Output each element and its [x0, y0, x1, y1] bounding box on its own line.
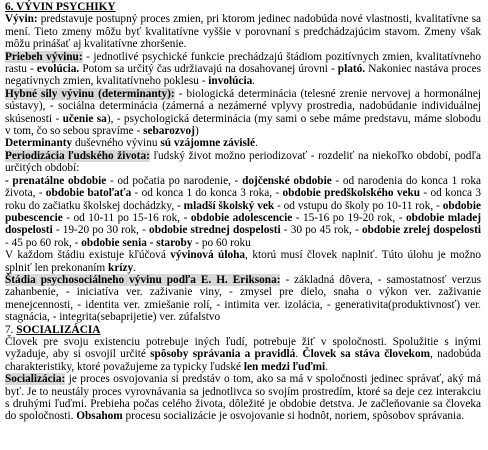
period-range: - od vstupu do školy po 10-11 rok, -	[274, 199, 443, 212]
term-label: Hybné sily vývinu (determinanty):	[5, 87, 175, 100]
bold-term: sú vzájomne závislé	[160, 137, 256, 150]
paragraph-periodizacia	[5, 150, 481, 175]
period-range: - od počatia po narodenie, -	[106, 174, 243, 187]
period-range: - 15-16 po 19-20 rok, -	[292, 211, 406, 224]
heading-text: 6. VÝVIN PSYCHIKY	[5, 1, 116, 13]
paragraph-socializacia	[5, 373, 481, 423]
paragraph-erikson	[5, 274, 481, 324]
paragraph-text: )	[194, 125, 199, 138]
period-name: obdobie batoľaťa	[45, 187, 132, 200]
period-name: obdobie predškolského veku	[282, 187, 421, 200]
period-range: - 30 po 45 rok, -	[280, 224, 362, 237]
bold-term: len medzi ľuďmi	[243, 360, 326, 373]
period-range: - od 10-11 po 15-16 rok, -	[62, 211, 191, 224]
paragraph-text: predstavuje postupný proces zmien, pri ktorom jedinec nadobúda nové vlastnosti, kvalitatívne sa mení. Tieto zmeny môžu byť kvalitatívne vyššie v porovnaní s predchádzajúcim stavom. Zmeny však môžu prinášať aj kvalitatívne zhoršenie.	[5, 13, 481, 51]
paragraph-hybne-sily	[5, 88, 481, 138]
paragraph-text: .	[255, 137, 258, 150]
paragraph-text: ľudský život možno periodizovať - rozdeliť na niekoľko období, podľa určitých období:	[5, 149, 481, 175]
paragraph-text: Potom sa určitý čas udržiavajú na dosahovanej úrovni -	[79, 63, 338, 76]
paragraph-priebeh	[5, 51, 481, 88]
paragraph-text: - jednotlivé psychické funkcie prechádzajú štádiom pozitívnych zmien, kvalitatívneho rastu -	[5, 50, 481, 76]
period-name: obdobie pubescencie	[5, 199, 481, 224]
section-7-heading	[5, 324, 481, 336]
heading-number: 7.	[5, 323, 17, 336]
term-label: Priebeh vývinu:	[5, 50, 83, 63]
paragraph-obdobia	[5, 175, 481, 249]
period-range: - 45 po 60 rok, -	[5, 236, 82, 249]
period-name: obdobie senia - staroby	[81, 236, 193, 249]
bold-term: spôsoby správania a pravidlá	[150, 348, 296, 361]
bold-term: vývinová úloha	[170, 249, 246, 262]
paragraph-clovek	[5, 336, 481, 373]
bold-term: Človek sa stáva človekom	[302, 348, 430, 361]
term-label: Vývin:	[5, 13, 38, 26]
paragraph-text: V každom štádiu existuje kľúčová	[5, 249, 171, 262]
period-name: dojčenské obdobie	[242, 174, 332, 187]
paragraph-text: - základná dôvera, - samostatnosť verzus zahanbenie, - iniciatíva ver. zaživanie viny, - zmysel pre dielo, snaha o výkon ver. zaživanie menejcennosti, - identita ver. zmiešanie rolí, - intimita ver. izolácia, - generativita(produktivnosť) ver. stagnácia, - integrita(sebaprijetie) ver. zúfalstvo	[5, 273, 481, 324]
bold-term: učenie sa	[62, 112, 107, 125]
paragraph-text: - biologická determinácia (telesné zrenie nervovej a hormonálnej sústavy), - sociálna determinácia (zámerná a nezámerné vplyvy prostredia, nadobúdanie individuálnej skúsenosti -	[5, 87, 481, 125]
paragraph-text: Človek pre svoju existenciu potrebuje iných ľudí, potrebuje žiť v spoločnosti. Spolužitie s inými vyžaduje, aby si osvojil určité	[5, 335, 481, 361]
paragraph-text: ), - psychologická determinácia (my sami o sebe máme predstavu, máme slobodu v tom, čo so sebou spravíme -	[5, 112, 481, 138]
document-page	[5, 1, 481, 423]
paragraph-determinanty	[5, 137, 481, 149]
bold-term: evolúcia.	[36, 63, 80, 76]
period-name: obdobie adolescencie	[190, 211, 293, 224]
paragraph-text: procesu socializácie je osvojovanie si hodnôt, noriem, spôsobov správania.	[122, 410, 465, 423]
paragraph-text: , ktorú musí človek naplniť. Túto úlohu je možno splniť len prekonaním	[5, 249, 482, 274]
paragraph-text: Nakoniec nastáva proces negatívnych zmien, kvalitatívneho poklesu -	[5, 63, 481, 88]
period-range: - od narodenia do konca 1 roka života, -	[5, 174, 481, 200]
period-name: obdobie strednej dospelosti	[149, 224, 281, 237]
bold-term: Obsahom	[76, 410, 123, 423]
term-label: Štádia psychosociálneho vývinu podľa E. H. Eriksona:	[5, 273, 281, 286]
bold-term: Determinanty	[5, 137, 73, 150]
period-name: obdobie mladej dospelosti	[5, 211, 481, 237]
paragraph-text: duševného vývinu	[72, 137, 161, 150]
period-range: - po 60 roku	[192, 236, 251, 249]
period-name: mladší školský vek	[183, 199, 275, 212]
paragraph-vyvin	[5, 13, 481, 50]
period-range: - od konca 1 do konca 3 roka, -	[131, 187, 283, 200]
paragraph-text: .	[325, 360, 328, 373]
paragraph-text: .	[295, 348, 303, 361]
bold-term: sebarozvoj	[143, 125, 195, 138]
period-name: obdobie zrelej dospelosti	[361, 224, 481, 237]
paragraph-text: je proces osvojovania si predstáv o tom, ako sa má v spoločnosti jedinec správať, aký má byť. Je to neustály proces vyrovnávania sa jednotlivca so svojím prostredím, ktoré sa deje cez interakciu s druhými ľuďmi. Prebieha počas celého života, dôležité je obdobie detstva. Je začleňovanie sa človeka do spoločnosti.	[5, 373, 481, 423]
bold-term: plató.	[337, 63, 366, 76]
paragraph-text: , nadobúda charakteristiky, ktoré považujeme za typicky ľudské	[5, 348, 481, 373]
term-label: Periodizácia ľudského života:	[5, 149, 150, 162]
paragraph-text: .	[252, 75, 256, 88]
period-range: - od konca 3 roku do začiatku školskej dochádzky, -	[5, 187, 481, 212]
period-name: - prenatálne obdobie	[5, 174, 107, 187]
paragraph-vyvinova-uloha	[5, 249, 481, 274]
heading-text: SOCIALIZÁCIA	[16, 323, 101, 336]
bold-term: krízy	[108, 261, 134, 274]
section-6-heading	[5, 1, 481, 13]
period-range: - 19-20 po 30 rok, -	[52, 224, 150, 237]
bold-term: involúcia	[208, 75, 253, 88]
term-label: Socializácia:	[5, 373, 66, 386]
paragraph-text: .	[133, 261, 136, 274]
